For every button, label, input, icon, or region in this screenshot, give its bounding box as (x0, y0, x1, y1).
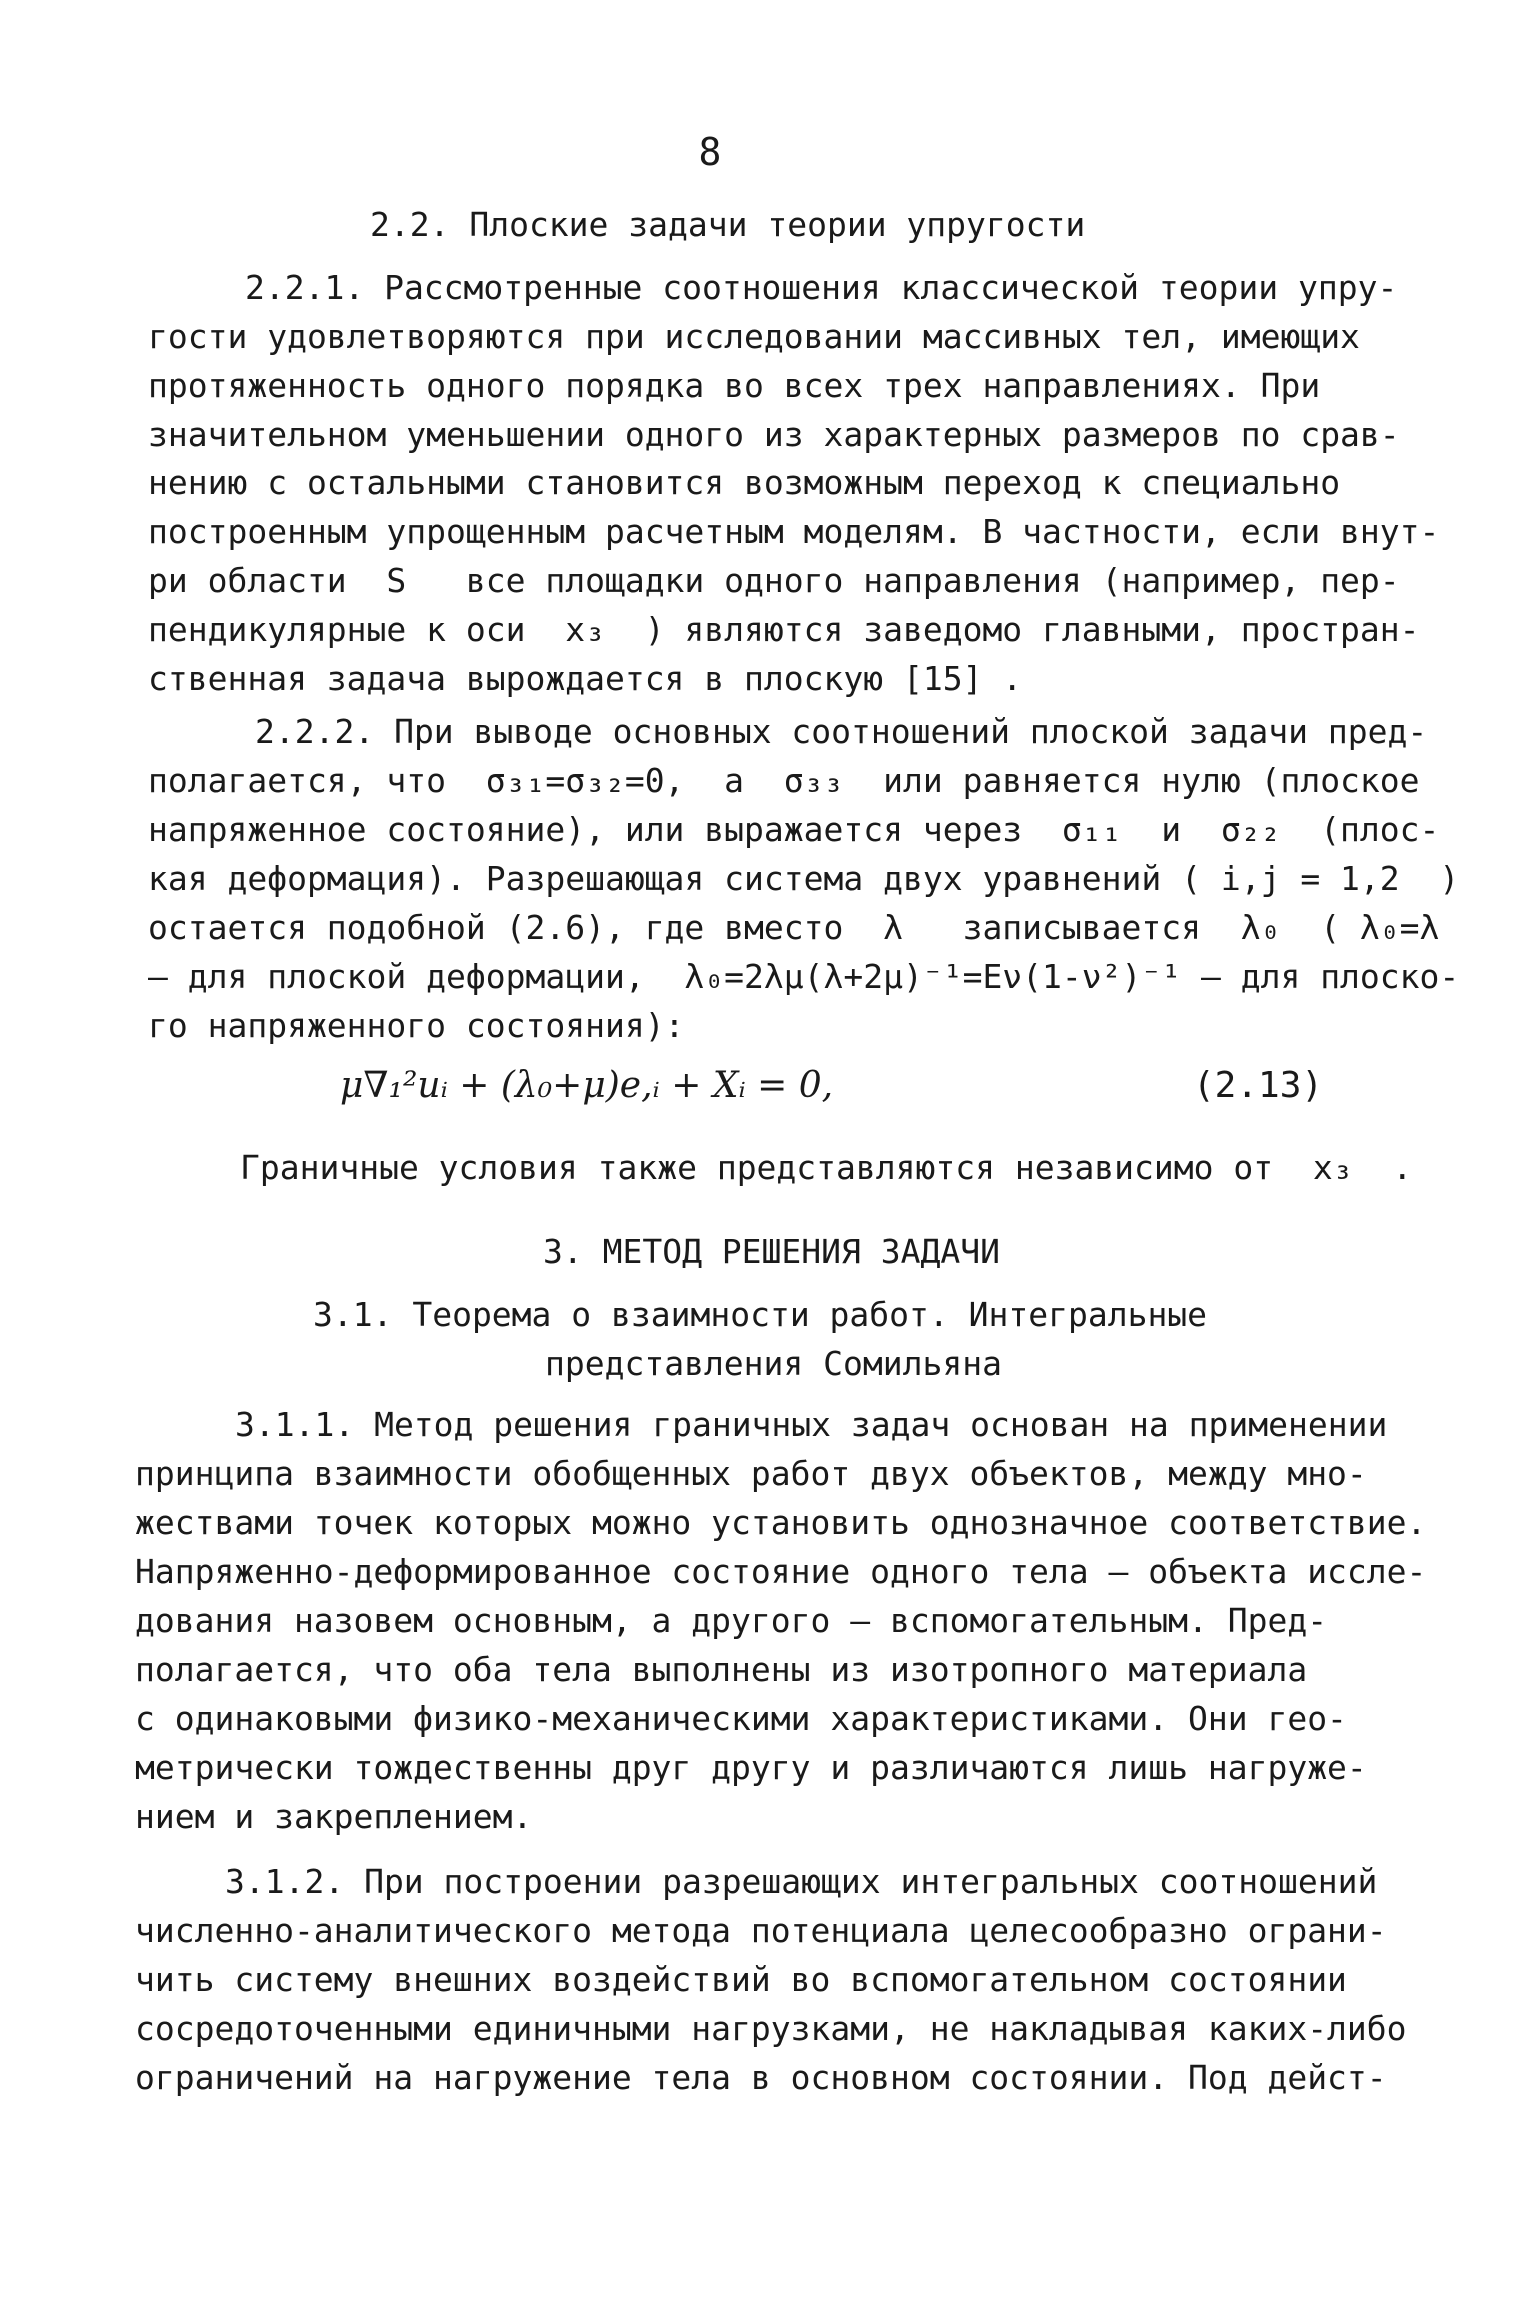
text-line: пендикулярные к оси x₃ ) являются заведомо главными, простран- (148, 610, 1420, 649)
text-line: протяженность одного порядка во всех трех направлениях. При (148, 366, 1321, 405)
text-line: 3.1.2. При построении разрешающих интегральных соотношений (225, 1862, 1378, 1901)
text-line: построенным упрощенным расчетным моделям. В частности, если внут- (148, 512, 1440, 551)
text-line: принципа взаимности обобщенных работ двух объектов, между мно- (135, 1454, 1367, 1493)
text-line: с одинаковыми физико-механическими характеристиками. Они гео- (135, 1699, 1347, 1738)
section-heading-3: 3. МЕТОД РЕШЕНИЯ ЗАДАЧИ (543, 1232, 1000, 1271)
text-line: полагается, что σ₃₁=σ₃₂=0, а σ₃₃ или равняется нулю (плоское (148, 761, 1420, 800)
text-line: нению с остальными становится возможным переход к специально (148, 463, 1341, 502)
text-line: гости удовлетворяются при исследовании массивных тел, имеющих (148, 317, 1360, 356)
text-line: ственная задача вырождается в плоскую [15] . (148, 659, 1023, 698)
subsection-heading-3-1-line2: представления Сомильяна (545, 1344, 1002, 1383)
text-line: напряженное состояние), или выражается через σ₁₁ и σ₂₂ (плос- (148, 810, 1440, 849)
text-line: численно-аналитического метода потенциала целесообразно ограни- (135, 1911, 1387, 1950)
text-line: метрически тождественны друг другу и различаются лишь нагруже- (135, 1748, 1367, 1787)
text-line: го напряженного состояния): (148, 1006, 685, 1045)
text-line: значительном уменьшении одного из характерных размеров по срав- (148, 415, 1400, 454)
equation-number: (2.13) (1193, 1065, 1324, 1106)
text-line: – для плоской деформации, λ₀=2λμ(λ+2μ)⁻¹=Eν(1-ν²)⁻¹ – для плоско- (148, 957, 1460, 996)
text-line: чить систему внешних воздействий во вспомогательном состоянии (135, 1960, 1347, 1999)
text-line: ри области S все площадки одного направления (например, пер- (148, 561, 1400, 600)
text-line: полагается, что оба тела выполнены из изотропного материала (135, 1650, 1308, 1689)
text-line: кая деформация). Разрешающая система двух уравнений ( i,j = 1,2 ) (148, 859, 1460, 898)
text-line: 2.2.2. При выводе основных соотношений плоской задачи пред- (255, 712, 1428, 751)
text-line: дования назовем основным, а другого – вспомогательным. Пред- (135, 1601, 1328, 1640)
subsection-heading-3-1-line1: 3.1. Теорема о взаимности работ. Интегральные (313, 1295, 1208, 1334)
text-line: Напряженно-деформированное состояние одного тела – объекта иссле- (135, 1552, 1427, 1591)
page-number: 8 (698, 130, 722, 174)
text-line: остается подобной (2.6), где вместо λ записывается λ₀ ( λ₀=λ (148, 908, 1440, 947)
boundary-conditions-note: Граничные условия также представляются независимо от x₃ . (240, 1148, 1413, 1187)
text-line: жествами точек которых можно установить однозначное соответствие. (135, 1503, 1427, 1542)
text-line: сосредоточенными единичными нагрузками, не накладывая каких-либо (135, 2009, 1407, 2048)
section-heading-2-2: 2.2. Плоские задачи теории упругости (370, 205, 1086, 244)
text-line: 3.1.1. Метод решения граничных задач основан на применении (235, 1405, 1388, 1444)
equation-body: μ∇₁²uᵢ + (λ₀+μ)e,ᵢ + Xᵢ = 0, (340, 1065, 834, 1106)
text-line: 2.2.1. Рассмотренные соотношения классической теории упру- (245, 268, 1398, 307)
text-line: нием и закреплением. (135, 1797, 533, 1836)
text-line: ограничений на нагружение тела в основном состоянии. Под дейст- (135, 2058, 1387, 2097)
